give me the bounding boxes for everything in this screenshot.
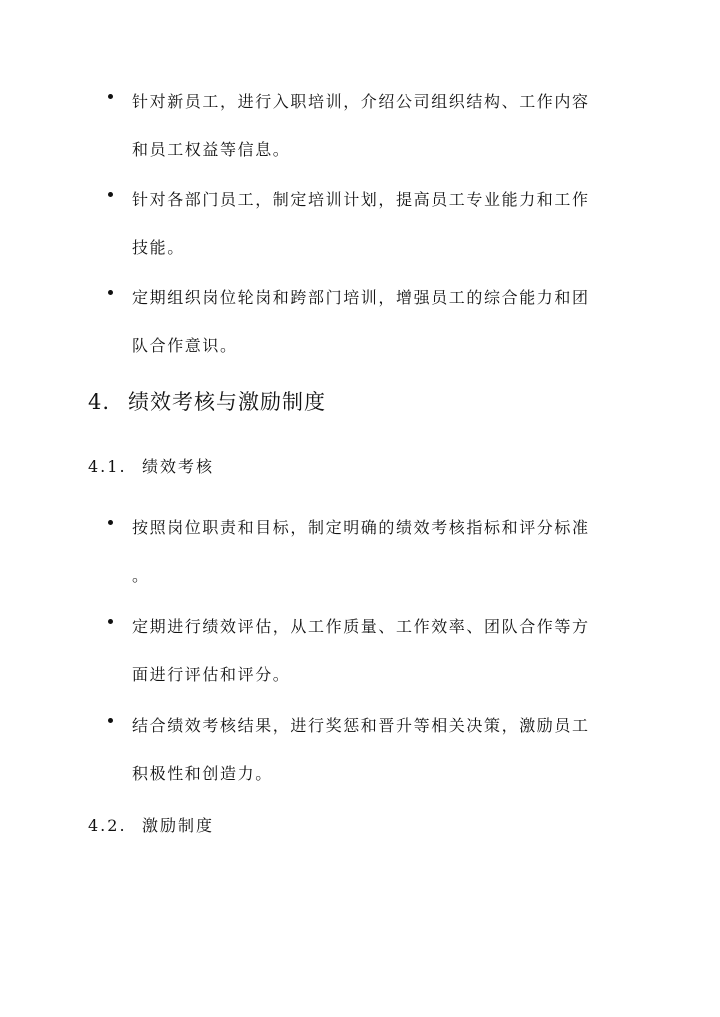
list-item-text — [132, 702, 618, 798]
section-heading-number: 4. — [88, 390, 111, 414]
bullet-icon — [108, 520, 113, 525]
list-item — [108, 176, 618, 272]
list-item-line: 技能。 — [132, 238, 185, 257]
list-item-line: 面进行评估和评分。 — [132, 665, 291, 684]
list-item-text — [132, 78, 618, 174]
list-item-line: 积极性和创造力。 — [132, 764, 273, 783]
list-item — [108, 504, 618, 600]
list-item-line: 。 — [132, 566, 150, 585]
section-heading — [88, 386, 326, 418]
list-item-line: 队合作意识。 — [132, 336, 238, 355]
bullet-icon — [108, 619, 113, 624]
subsection-heading-title: 绩效考核 — [142, 457, 215, 476]
subsection-heading-number: 4.2. — [88, 816, 127, 835]
list-item-line: 定期进行绩效评估，从工作质量、工作效率、团队合作等方 — [132, 617, 590, 636]
subsection-heading-number: 4.1. — [88, 457, 127, 476]
list-item-text — [132, 603, 618, 699]
list-item-text — [132, 504, 618, 600]
subsection-heading — [88, 455, 214, 479]
bullet-icon — [108, 290, 113, 295]
subsection-heading — [88, 814, 214, 838]
bullet-icon — [108, 192, 113, 197]
list-item-line: 结合绩效考核结果，进行奖惩和晋升等相关决策，激励员工 — [132, 716, 590, 735]
list-item-line: 和员工权益等信息。 — [132, 140, 291, 159]
list-item-line: 针对新员工，进行入职培训，介绍公司组织结构、工作内容 — [132, 92, 590, 111]
list-item — [108, 78, 618, 174]
list-item — [108, 274, 618, 370]
list-item-line: 按照岗位职责和目标，制定明确的绩效考核指标和评分标准 — [132, 518, 590, 537]
list-item — [108, 603, 618, 699]
list-item-line: 针对各部门员工，制定培训计划，提高员工专业能力和工作 — [132, 190, 590, 209]
list-item-text — [132, 274, 618, 370]
list-item-text — [132, 176, 618, 272]
subsection-heading-title: 激励制度 — [142, 816, 215, 835]
section-heading-title: 绩效考核与激励制度 — [128, 390, 326, 414]
list-item-line: 定期组织岗位轮岗和跨部门培训，增强员工的综合能力和团 — [132, 288, 590, 307]
bullet-icon — [108, 718, 113, 723]
bullet-icon — [108, 94, 113, 99]
list-item — [108, 702, 618, 798]
